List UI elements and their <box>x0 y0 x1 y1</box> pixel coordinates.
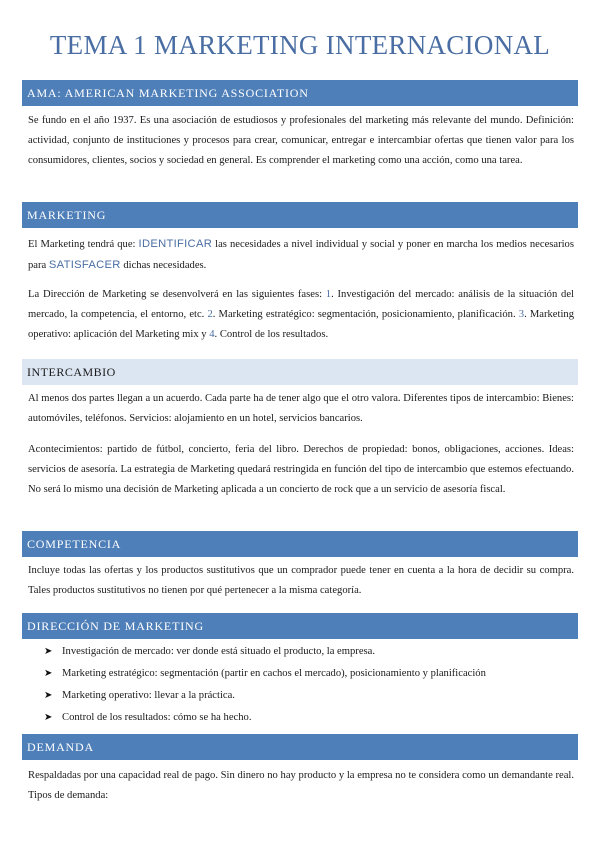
section-header-demanda: DEMANDA <box>22 734 578 760</box>
text-run: las necesidades a nivel individual y social y poner en marcha los medios necesarios para <box>28 239 574 271</box>
arrow-bullet-icon: ➤ <box>44 668 53 679</box>
ama-paragraph: Se fundo en el año 1937. Es una asociación de estudiosos y profesionales del marketing más relevante del mundo. Definición: actividad, conjunto de instituciones y procesos para crear, comunicar, entregar e intercambiar ofertas que tienen valor para los consumidores, clientes, socios y sociedad en general. Es comprender el marketing como una acción, como una tarea. <box>28 115 574 166</box>
text-run: . Investigación del mercado: análisis de la situación del mercado, la competencia, el entorno, etc. <box>28 289 574 320</box>
marketing-paragraph-1 <box>28 234 574 276</box>
text-run: La Dirección de Marketing se desenvolverá en las siguientes fases: <box>28 289 326 300</box>
phase-number: 2 <box>207 309 213 320</box>
list-item <box>44 707 574 729</box>
phase-number: 3 <box>518 309 525 320</box>
intercambio-paragraph-1: Al menos dos partes llegan a un acuerdo. Cada parte ha de tener algo que el otro valora. Diferentes tipos de intercambio: Bienes: automóviles, teléfonos. Servicios: alojamiento en un hotel, servicios bancarios. <box>28 393 574 424</box>
arrow-bullet-icon: ➤ <box>44 690 53 701</box>
phase-number: 1 <box>325 289 332 300</box>
arrow-bullet-icon: ➤ <box>44 646 53 657</box>
satisfacer-keyword: SATISFACER <box>48 259 121 271</box>
list-item <box>44 685 574 707</box>
marketing-paragraph-2 <box>28 285 574 345</box>
list-item-text: Marketing operativo: llevar a la práctica. <box>62 690 235 701</box>
list-item-text: Marketing estratégico: segmentación (partir en cachos el mercado), posicionamiento y planificación <box>62 668 486 679</box>
section-header-competencia: COMPETENCIA <box>22 531 578 557</box>
list-item-text: Investigación de mercado: ver donde está situado el producto, la empresa. <box>62 646 375 657</box>
text-run: . Marketing estratégico: segmentación, posicionamiento, planificación. <box>212 309 519 320</box>
phase-number: 4 <box>209 329 215 340</box>
demanda-paragraph: Respaldadas por una capacidad real de pago. Sin dinero no hay producto y la empresa no te considera como un demandante real. Tipos de demanda: <box>28 770 574 801</box>
section-header-intercambio: INTERCAMBIO <box>22 359 578 385</box>
arrow-bullet-icon: ➤ <box>44 712 53 723</box>
page-title: TEMA 1 MARKETING INTERNACIONAL <box>49 30 551 60</box>
competencia-paragraph: Incluye todas las ofertas y los productos sustitutivos que un comprador puede tener en cuenta a la hora de decidir su compra. Tales productos sustitutivos no tienen por qué pertenecer a la misma categoría. <box>28 565 574 596</box>
text-run: dichas necesidades. <box>120 260 207 271</box>
identificar-keyword: IDENTIFICAR <box>138 238 213 250</box>
list-item-text: Control de los resultados: cómo se ha hecho. <box>62 712 252 723</box>
section-header-ama: AMA: AMERICAN MARKETING ASSOCIATION <box>22 80 578 106</box>
text-run: . Control de los resultados. <box>214 329 329 340</box>
direccion-list <box>44 641 574 729</box>
text-run: El Marketing tendrá que: <box>28 239 139 250</box>
intercambio-paragraph-2: Acontecimientos: partido de fútbol, concierto, feria del libro. Derechos de propiedad: bonos, obligaciones, acciones. Ideas: servicios de asesoría. La estrategia de Marketing quedará restringida en función del tipo de intercambio que estemos efectuando. No será lo mismo una decisión de Marketing aplicada a un concierto de rock que a un servicio de asesoría fiscal. <box>28 444 574 495</box>
list-item <box>44 663 574 685</box>
section-header-direccion: DIRECCIÓN DE MARKETING <box>22 613 578 639</box>
section-header-marketing: MARKETING <box>22 202 578 228</box>
list-item <box>44 641 574 663</box>
text-run: . Marketing operativo: aplicación del Marketing mix y <box>28 309 574 340</box>
